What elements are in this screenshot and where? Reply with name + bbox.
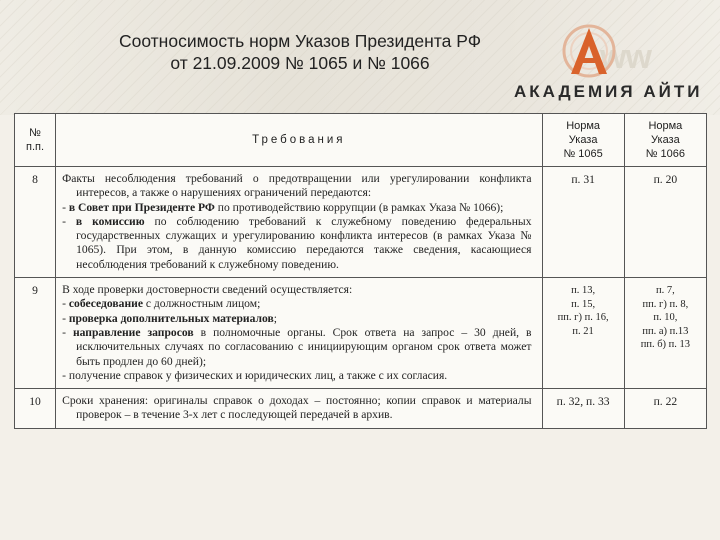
table-row <box>15 389 707 429</box>
norms-table <box>14 113 707 429</box>
table-row <box>15 167 707 278</box>
header-num: № п.п. <box>15 114 56 167</box>
logo-text: АКАДЕМИЯ АЙТИ <box>514 82 703 101</box>
row-requirements: В ходе проверки достоверности сведений осуществляется: - собеседование с должностным лицом; - проверка дополнительных материалов; - направление запросов в полномочные органы. Срок ответа на запрос – 30 дней, в исключительных случаях по согласованию с инициирующим органом срок ответа может быть продлен до 60 дней); - получение справок у физических и юридических лиц, а также с их согласия. <box>56 278 542 389</box>
row-requirements: Факты несоблюдения требований о предотвращении или урегулировании конфликта интересов, а также о нарушениях ограничений передаются: - в Совет при Президенте РФ по противодействию коррупции (в рамках Указа № 1066); - в комиссию по соблюдению требований к служебному поведению федеральных государственных служащих и урегулированию конфликта интересов (в рамках Указа № 1065). При этом, в данную комиссию передаются также сведения, касающиеся несоблюдения требований к служебному поведению. <box>56 167 542 278</box>
header-norm-1066: Норма Указа № 1066 <box>624 114 706 167</box>
header-norm-1065: Норма Указа № 1065 <box>542 114 624 167</box>
table-header-row <box>15 114 707 167</box>
row-norm-1066: п. 22 <box>624 389 706 429</box>
row-norm-1066: п. 20 <box>624 167 706 278</box>
header-requirements: Требования <box>56 114 542 167</box>
row-requirements: Сроки хранения: оригиналы справок о доходах – постоянно; копии справок и материалы проверок – в течение 3-х лет с последующей передачей в архив. <box>56 389 542 429</box>
row-num: 9 <box>15 278 56 389</box>
table-row <box>15 278 707 389</box>
page-title-line2: от 21.09.2009 № 1065 и № 1066 <box>170 53 430 73</box>
row-norm-1065: п. 32, п. 33 <box>542 389 624 429</box>
row-norm-1066: п. 7, пп. г) п. 8, п. 10, пп. а) п.13 пп. б) п. 13 <box>624 278 706 389</box>
academy-logo-icon <box>562 22 616 80</box>
logo-watermark: ww <box>600 38 651 76</box>
page-title-line1: Соотносимость норм Указов Президента РФ <box>118 31 482 51</box>
row-num: 10 <box>15 389 56 429</box>
page-title <box>60 30 540 74</box>
row-norm-1065: п. 31 <box>542 167 624 278</box>
row-num: 8 <box>15 167 56 278</box>
row-norm-1065: п. 13, п. 15, пп. г) п. 16, п. 21 <box>542 278 624 389</box>
